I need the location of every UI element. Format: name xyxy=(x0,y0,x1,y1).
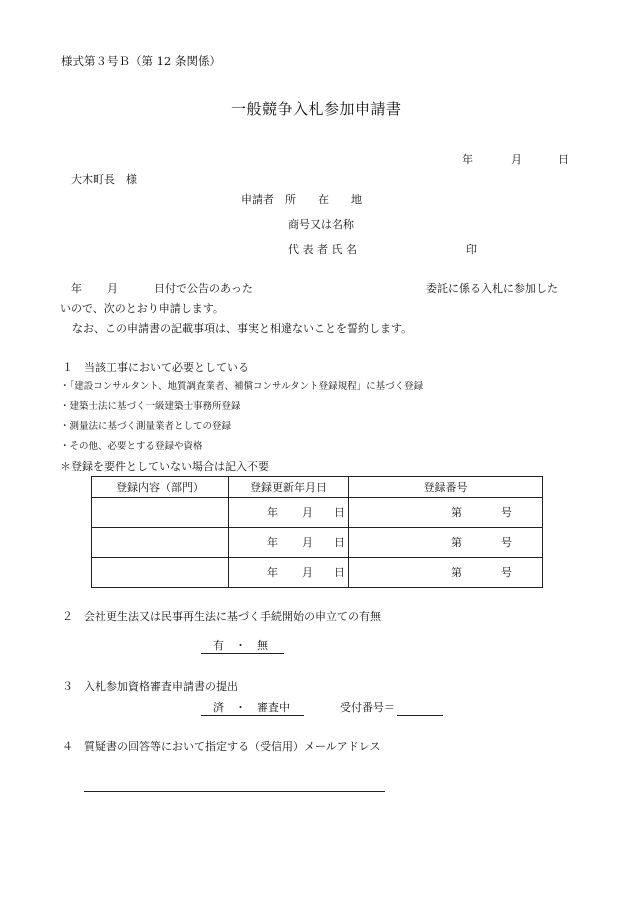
seal-mark: 印 xyxy=(466,243,477,256)
list-item: ・その他、必要とする登録や資格 xyxy=(60,441,203,452)
table-row xyxy=(92,498,543,528)
body-year: 年 xyxy=(71,282,82,295)
header-renewal-date: 登録更新年月日 xyxy=(229,477,349,498)
section3-heading: ３ 入札参加資格審査申請書の提出 xyxy=(62,680,238,693)
date-day: 日 xyxy=(558,153,569,166)
header-registration-content: 登録内容（部門） xyxy=(92,477,229,498)
month-label: 月 xyxy=(302,566,313,579)
registration-content-cell[interactable] xyxy=(92,558,229,588)
number-suffix: 号 xyxy=(501,536,512,549)
header-registration-number: 登録番号 xyxy=(349,477,543,498)
receipt-number-field[interactable] xyxy=(397,715,443,716)
registration-number-cell[interactable] xyxy=(349,558,543,588)
list-item: ・測量法に基づく測量業者としての登録 xyxy=(60,421,232,432)
table-row xyxy=(92,558,543,588)
day-label: 日 xyxy=(334,566,345,579)
list-item: ・「建設コンサルタント、地質調査業者、補償コンサルタント登録規程」に基づく登録 xyxy=(60,381,424,392)
number-prefix: 第 xyxy=(451,536,462,549)
registration-table xyxy=(91,476,543,588)
registration-content-cell[interactable] xyxy=(92,498,229,528)
section2-heading: ２ 会社更生法又は民事再生法に基づく手続開始の申立ての有無 xyxy=(62,610,381,623)
email-address-field[interactable] xyxy=(84,791,385,792)
date-month: 月 xyxy=(511,153,522,166)
section4-heading: ４ 質疑書の回答等において指定する（受信用）メールアドレス xyxy=(62,740,381,753)
number-suffix: 号 xyxy=(501,566,512,579)
registration-number-cell[interactable] xyxy=(349,498,543,528)
form-number: 様式第３号Ｂ（第 12 条関係） xyxy=(61,54,221,68)
year-label: 年 xyxy=(267,536,278,549)
company-name-label: 商号又は名称 xyxy=(288,218,354,231)
number-prefix: 第 xyxy=(451,566,462,579)
year-label: 年 xyxy=(267,566,278,579)
date-year: 年 xyxy=(462,153,473,166)
section2-options[interactable]: 有 ・ 無 xyxy=(201,640,284,654)
renewal-date-cell[interactable] xyxy=(229,498,349,528)
registration-number-cell[interactable] xyxy=(349,528,543,558)
renewal-date-cell[interactable] xyxy=(229,528,349,558)
number-prefix: 第 xyxy=(451,506,462,519)
section1-heading: １ 当該工事において必要としている xyxy=(62,361,249,374)
number-suffix: 号 xyxy=(501,506,512,519)
section1-note: ＊登録を要件としていない場合は記入不要 xyxy=(60,460,269,473)
body-announcement: 日付で公告のあった xyxy=(154,282,253,295)
body-entrust: 委託に係る入札に参加した xyxy=(426,282,558,295)
address-label: 所 在 地 xyxy=(285,193,362,206)
body-pledge: なお、この申請書の記載事項は、事実と相違ないことを誓約します。 xyxy=(72,322,413,335)
list-item: ・建築士法に基づく一級建築士事務所登録 xyxy=(60,401,241,412)
renewal-date-cell[interactable] xyxy=(229,558,349,588)
table-row xyxy=(92,528,543,558)
month-label: 月 xyxy=(302,536,313,549)
month-label: 月 xyxy=(302,506,313,519)
applicant-label: 申請者 xyxy=(241,193,274,206)
body-month: 月 xyxy=(107,282,118,295)
year-label: 年 xyxy=(267,506,278,519)
section3-options[interactable]: 済 ・ 審査中 xyxy=(201,702,304,716)
table-header-row xyxy=(92,477,543,498)
representative-label: 代 表 者 氏 名 xyxy=(288,243,357,256)
registration-content-cell[interactable] xyxy=(92,528,229,558)
page-title: 一般競争入札参加申請書 xyxy=(231,100,402,118)
body-line2: いので、次のとおり申請します。 xyxy=(60,302,224,315)
day-label: 日 xyxy=(334,536,345,549)
addressee: 大木町長 様 xyxy=(71,173,137,186)
day-label: 日 xyxy=(334,506,345,519)
receipt-number-label: 受付番号＝ xyxy=(340,701,395,714)
